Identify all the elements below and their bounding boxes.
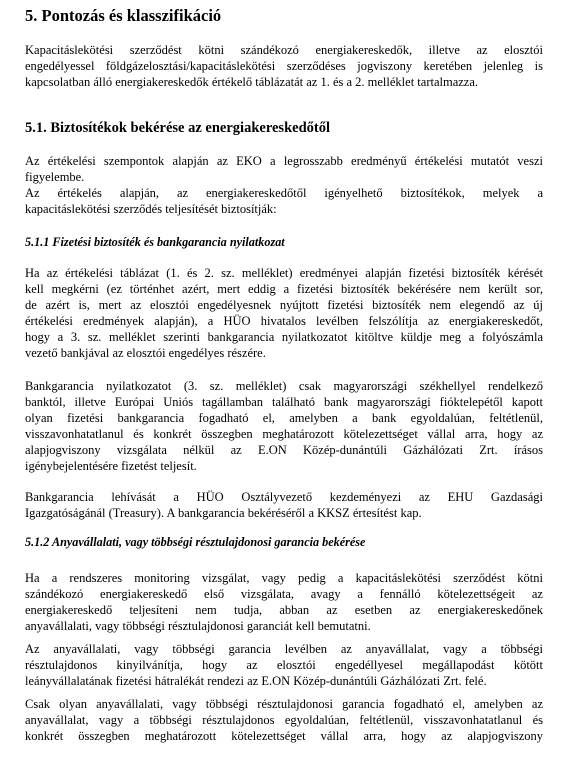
text-line: Az értékelési szempontok alapján az EKO a legrosszabb eredményű értékelési mutatót veszi [25,154,543,168]
text-line: Ha az értékelési táblázat (1. és 2. sz. melléklet) eredményei alapján fizetési biztosíték kérését [25,266,543,280]
text-line: szándékozó energiakereskedő első vizsgálata, avagy a fennálló kötelezettségeit az [25,587,543,601]
text-line: Ha a rendszeres monitoring vizsgálat, vagy pedig a kapacitáslekötési szerződést kötni [25,571,543,585]
text-line: vezető bankjával az elosztói engedélyes részére. [25,346,266,360]
text-line: kell megkérni (ez történhet azért, mert eddig a fizetési biztosíték bekérésére nem került sor, [25,282,543,296]
paragraph-5-1-1-a [25,265,543,361]
sub-intro-paragraph-1 [25,153,543,185]
intro-paragraph [25,42,543,90]
text-line: anyavállalati, vagy többségi résztulajdonosi garanciát kell bemutatni. [25,619,371,633]
text-line: engedélyessel földgázelosztási/kapacitáslekötési szerződéses jogviszony keretében jelenleg is [25,59,543,73]
paragraph-5-1-2-a [25,570,543,634]
text-line: alapjogviszony vizsgálata nélkül az E.ON Közép-dunántúli Gázhálózati Zrt. írásos [25,443,543,457]
paragraph-5-1-1-b [25,378,543,474]
text-line: de azért is, mert az elosztói engedélyesnek nyújtott fizetési biztosíték nem elegendő az új [25,298,543,312]
sub-intro-paragraph-2 [25,185,543,217]
text-line: Az anyavállalati, vagy többségi garancia levélben az anyavállalat, vagy a többségi [25,642,543,656]
text-line: kapcsolatban álló energiakereskedők értékelő táblázatát az 1. és a 2. melléklet tartalmazza. [25,75,479,89]
text-line: Kapacitáslekötési szerződést kötni szándékozó energiakereskedők, illetve az elosztói [25,43,543,57]
section-title: 5. Pontozás és klasszifikáció [25,6,222,25]
subsection-title: 5.1. Biztosítékok bekérése az energiakereskedőtől [25,120,330,136]
text-line: Bankgarancia lehívását a HÜO Osztályvezető kezdeményezi az EHU Gazdasági [25,490,543,504]
paragraph-5-1-1-c [25,489,543,521]
text-line: leányvállalatának fizetési hátralékát rendezi az E.ON Közép-dunántúli Gázhálózati Zrt. felé. [25,674,487,688]
text-line: Igazgatóságánál (Treasury). A bankgarancia bekéréséről a KKSZ értesítést kap. [25,506,422,520]
text-line: Bankgarancia nyilatkozatot (3. sz. melléklet) csak magyarországi székhellyel rendelkező [25,379,543,393]
text-line: résztulajdonos kinyilvánítja, hogy az elosztói engedéllyesel megállapodást kötött [25,658,543,672]
text-line: visszavonhatatlanul és konkrét összegben meghatározott kötelezettséget vállal arra, hogy az [25,427,543,441]
text-line: konkrét összegben meghatározott kötelezettséget vállal arra, hogy az alapjogviszony [25,729,543,743]
text-line: figyelembe. [25,170,85,184]
text-line: Csak olyan anyavállalati, vagy többségi résztulajdonosi garancia fogadható el, amelyben az [25,697,543,711]
text-line: Az értékelés alapján, az energiakereskedőtől igényelhető biztosítékok, melyek a [25,186,543,200]
text-line: energiakereskedő teljesíteni nem tudja, abban az esetben az energiakereskedőnek [25,603,543,617]
text-line: értékelési eredmények alapján), a HÜO hivatalos levélben felszólítja az energiakereskedőt, [25,314,543,328]
text-line: igénybejelentésére fizetést teljesít. [25,459,197,473]
heading-5-1-2: 5.1.2 Anyavállalati, vagy többségi résztulajdonosi garancia bekérése [25,535,366,549]
paragraph-5-1-2-b [25,641,543,689]
heading-5-1-1: 5.1.1 Fizetési biztosíték és bankgarancia nyilatkozat [25,235,285,249]
text-line: kapacitáslekötési szerződés teljesítését biztosítják: [25,202,277,216]
paragraph-5-1-2-c [25,696,543,744]
text-line: olyan fizetési bankgarancia fogadható el, amelyben a bank egyoldalúan, feltétlenül, [25,411,543,425]
text-line: anyavállalat, vagy a többségi résztulajdonos egyoldalúan, feltétlenül, visszavonhatatlanul és [25,713,543,727]
text-line: banktól, illetve Európai Uniós tagállamban található bank magyarországi fióktelepétől kapott [25,395,543,409]
text-line: hogy a 3. sz. melléklet szerinti bankgarancia nyilatkozatot kitöltve küldje meg a folyószámla [25,330,543,344]
